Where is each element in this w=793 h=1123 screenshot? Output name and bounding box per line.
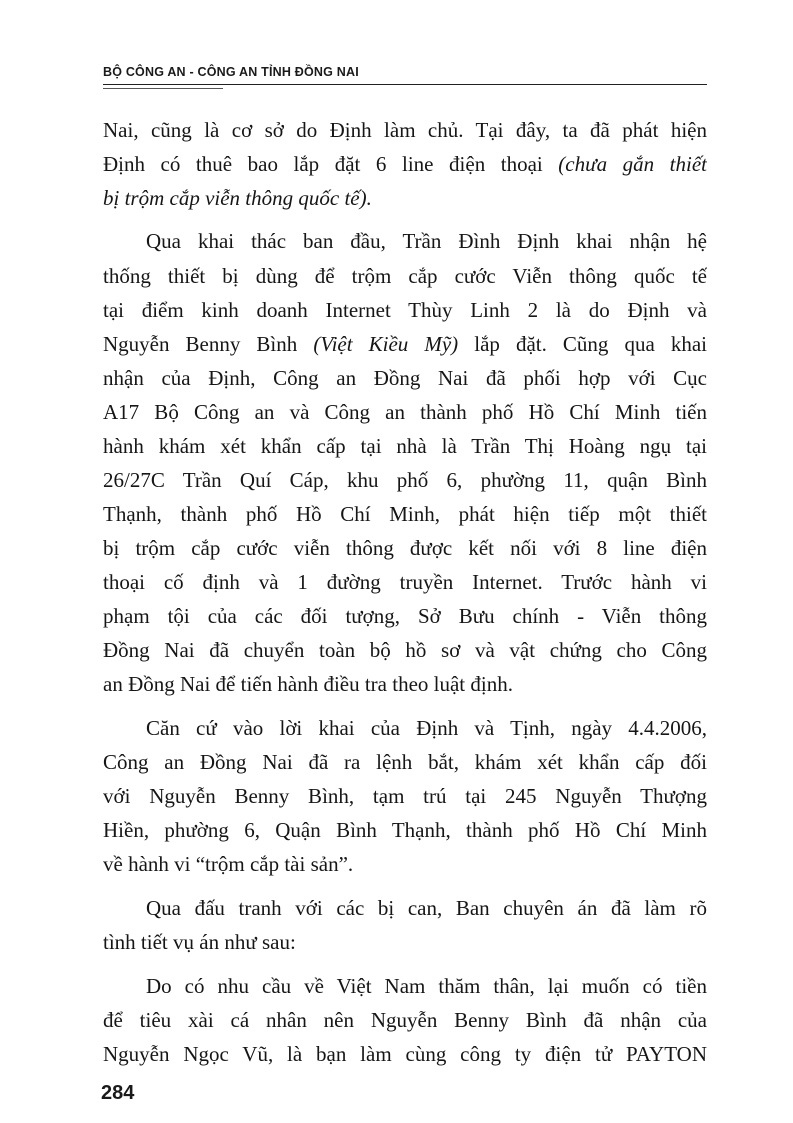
text-line: hành khám xét khẩn cấp tại nhà là Trần Thị Hoàng ngụ tại [103,434,707,458]
text-line: Do có nhu cầu về Việt Nam thăm thân, lại muốn có tiền [146,974,707,998]
text-line: Nai, cũng là cơ sở do Định làm chủ. Tại đây, ta đã phát hiện [103,118,707,142]
text-line: thoại cố định và 1 đường truyền Internet. Trước hành vi [103,570,707,594]
text-line: thống thiết bị dùng để trộm cắp cước Viễn thông quốc tế [103,264,707,288]
text-line: A17 Bộ Công an và Công an thành phố Hồ Chí Minh tiến [103,400,707,424]
text-line: Định có thuê bao lắp đặt 6 line điện thoại (chưa gắn thiết [103,152,707,176]
text-line: 26/27C Trần Quí Cáp, khu phố 6, phường 11, quận Bình [103,468,707,492]
text-line: nhận của Định, Công an Đồng Nai đã phối hợp với Cục [103,366,707,390]
text-line: với Nguyễn Benny Bình, tạm trú tại 245 Nguyễn Thượng [103,784,707,808]
text-line: tình tiết vụ án như sau: [103,930,296,954]
text-line: Qua khai thác ban đầu, Trần Đình Định khai nhận hệ [146,229,707,253]
text-line: Căn cứ vào lời khai của Định và Tịnh, ngày 4.4.2006, [146,716,707,740]
text-line: Nguyễn Benny Bình (Việt Kiều Mỹ) lắp đặt. Cũng qua khai [103,332,707,356]
text-line: phạm tội của các đối tượng, Sở Bưu chính - Viễn thông [103,604,707,628]
header-divider-secondary [103,88,223,89]
text-line: Nguyễn Ngọc Vũ, là bạn làm cùng công ty điện tử PAYTON [103,1042,707,1066]
page-number: 284 [101,1082,135,1104]
text-line: tại điểm kinh doanh Internet Thùy Linh 2 là do Định và [103,298,707,322]
italic-note: bị trộm cắp viễn thông quốc tế). [103,186,372,210]
text-line: về hành vi “trộm cắp tài sản”. [103,852,354,876]
text-line: Công an Đồng Nai đã ra lệnh bắt, khám xét khẩn cấp đối [103,750,707,774]
italic-note: (chưa gắn thiết [558,152,707,176]
text-line: bị trộm cắp cước viễn thông được kết nối với 8 line điện [103,536,707,560]
text-line: Đồng Nai đã chuyển toàn bộ hồ sơ và vật chứng cho Công [103,638,707,662]
header-divider [103,84,707,85]
text-line: để tiêu xài cá nhân nên Nguyễn Benny Bình đã nhận của [103,1008,707,1032]
text-line: Thạnh, thành phố Hồ Chí Minh, phát hiện tiếp một thiết [103,502,707,526]
text-line [103,183,707,213]
running-header: BỘ CÔNG AN - CÔNG AN TỈNH ĐỒNG NAI [103,65,359,79]
text-line: an Đồng Nai để tiến hành điều tra theo luật định. [103,672,513,696]
text-line: Hiền, phường 6, Quận Bình Thạnh, thành phố Hồ Chí Minh [103,818,707,842]
italic-note: (Việt Kiều Mỹ) [313,332,459,356]
text-line: Qua đấu tranh với các bị can, Ban chuyên án đã làm rõ [146,896,707,920]
